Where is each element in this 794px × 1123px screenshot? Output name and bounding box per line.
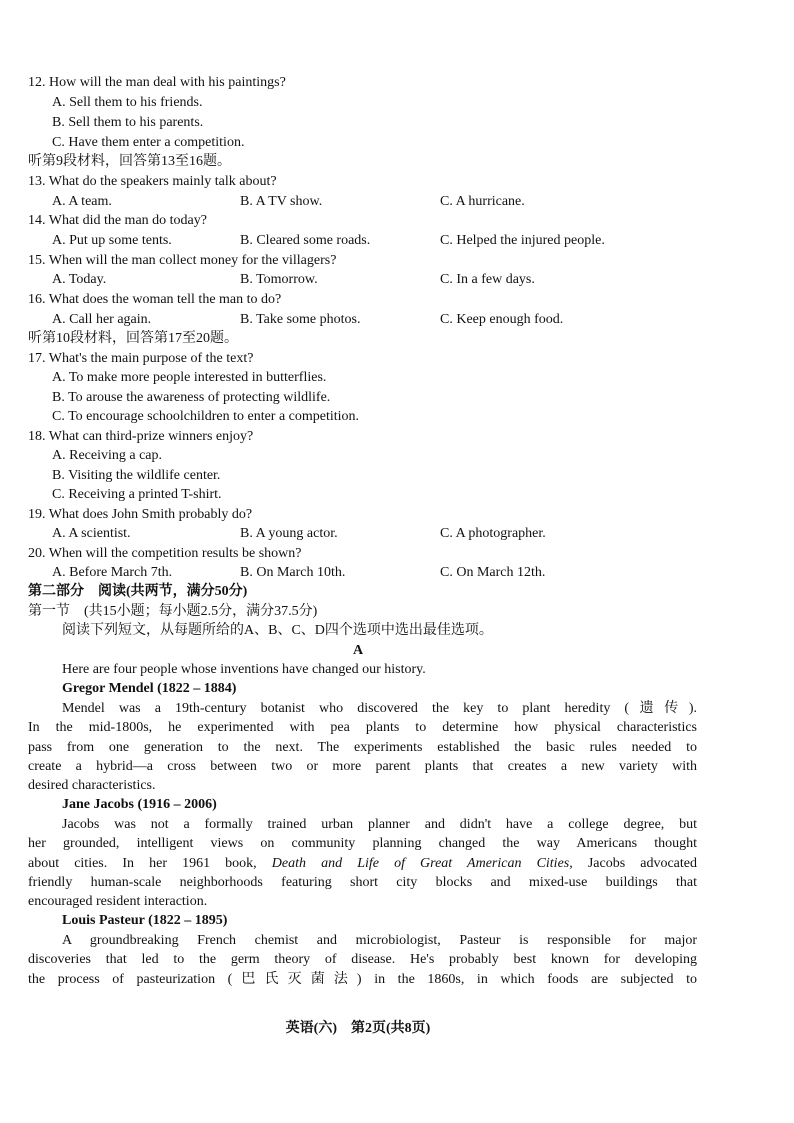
q17-option-c: C. To encourage schoolchildren to enter a competition. [52,409,360,424]
passage-intro: Here are four people whose inventions have changed our history. [62,662,426,677]
jacobs-line-2: her grounded, intelligent views on community planning changed the way Americans thought [28,836,697,851]
q15-option-a: A. Today. [52,272,107,287]
q20-option-c: C. On March 12th. [440,565,546,580]
q17-option-b: B. To arouse the awareness of protecting wildlife. [52,390,331,405]
q18-option-c: C. Receiving a printed T-shirt. [52,487,222,502]
mendel-heading: Gregor Mendel (1822 – 1884) [62,681,237,696]
jacobs-line-3 [28,855,697,873]
q17-option-a: A. To make more people interested in butterflies. [52,370,327,385]
q18-option-b: B. Visiting the wildlife center. [52,468,221,483]
page-footer: 英语(六) 第2页(共8页) [285,1021,431,1036]
question-14: 14. What did the man do today? [28,213,207,228]
jacobs-book-title: Death and Life of Great American Cities [271,856,570,871]
question-16: 16. What does the woman tell the man to do? [28,292,282,307]
q14-option-b: B. Cleared some roads. [240,233,371,248]
section-9-heading: 听第9段材料，回答第13至16题。 [28,154,231,169]
mendel-line-5: desired characteristics. [28,778,156,793]
part-2-title: 第二部分 阅读(共两节，满分50分) [28,584,248,599]
reading-instruction: 阅读下列短文，从每题所给的A、B、C、D四个选项中选出最佳选项。 [62,623,493,638]
q15-option-c: C. In a few days. [440,272,535,287]
q19-option-b: B. A young actor. [240,526,338,541]
mendel-line-2: In the mid-1800s, he experimented with pea plants to determine how physical characteristics [28,720,697,735]
q16-option-a: A. Call her again. [52,312,152,327]
q13-option-c: C. A hurricane. [440,194,525,209]
pasteur-heading: Louis Pasteur (1822 – 1895) [62,913,228,928]
jacobs-line-3-start: about cities. In her 1961 book, [28,856,272,871]
question-15: 15. When will the man collect money for the villagers? [28,253,337,268]
question-13: 13. What do the speakers mainly talk about? [28,174,277,189]
mendel-line-4: create a hybrid—a cross between two or more parent plants that creates a new variety with [28,759,697,774]
question-17: 17. What's the main purpose of the text? [28,351,254,366]
q20-option-a: A. Before March 7th. [52,565,173,580]
q15-option-b: B. Tomorrow. [240,272,318,287]
mendel-line-3: pass from one generation to the next. The experiments established the basic rules needed to [28,740,697,755]
q13-option-b: B. A TV show. [240,194,323,209]
jacobs-line-1: Jacobs was not a formally trained urban planner and didn't have a college degree, but [62,817,697,832]
passage-label: A [352,643,364,658]
pasteur-line-1: A groundbreaking French chemist and microbiologist, Pasteur is responsible for major [62,933,697,948]
section-1-title: 第一节 (共15小题；每小题2.5分，满分37.5分) [28,604,318,619]
q13-option-a: A. A team. [52,194,112,209]
q16-option-b: B. Take some photos. [240,312,361,327]
q12-option-c: C. Have them enter a competition. [52,135,245,150]
q14-option-c: C. Helped the injured people. [440,233,605,248]
question-20: 20. When will the competition results be shown? [28,546,302,561]
q20-option-b: B. On March 10th. [240,565,346,580]
q14-option-a: A. Put up some tents. [52,233,172,248]
q12-option-b: B. Sell them to his parents. [52,115,204,130]
question-19: 19. What does John Smith probably do? [28,507,253,522]
pasteur-line-3: the process of pasteurization (巴氏灭菌法) in the 1860s, in which foods are subjected to [28,972,697,987]
q16-option-c: C. Keep enough food. [440,312,564,327]
pasteur-line-2: discoveries that led to the germ theory of disease. He's probably best known for developing [28,952,697,967]
q12-option-a: A. Sell them to his friends. [52,95,203,110]
q19-option-c: C. A photographer. [440,526,546,541]
mendel-line-1: Mendel was a 19th-century botanist who discovered the key to plant heredity (遗传). [62,701,697,716]
jacobs-line-3-end: , Jacobs advocated [569,856,697,871]
q19-option-a: A. A scientist. [52,526,131,541]
question-18: 18. What can third-prize winners enjoy? [28,429,254,444]
jacobs-line-4: friendly human-scale neighborhoods featuring short city blocks and mixed-use buildings that [28,875,697,890]
jacobs-line-5: encouraged resident interaction. [28,894,208,909]
jacobs-heading: Jane Jacobs (1916 – 2006) [62,797,217,812]
question-12: 12. How will the man deal with his paintings? [28,75,286,90]
q18-option-a: A. Receiving a cap. [52,448,163,463]
section-10-heading: 听第10段材料，回答第17至20题。 [28,331,238,346]
